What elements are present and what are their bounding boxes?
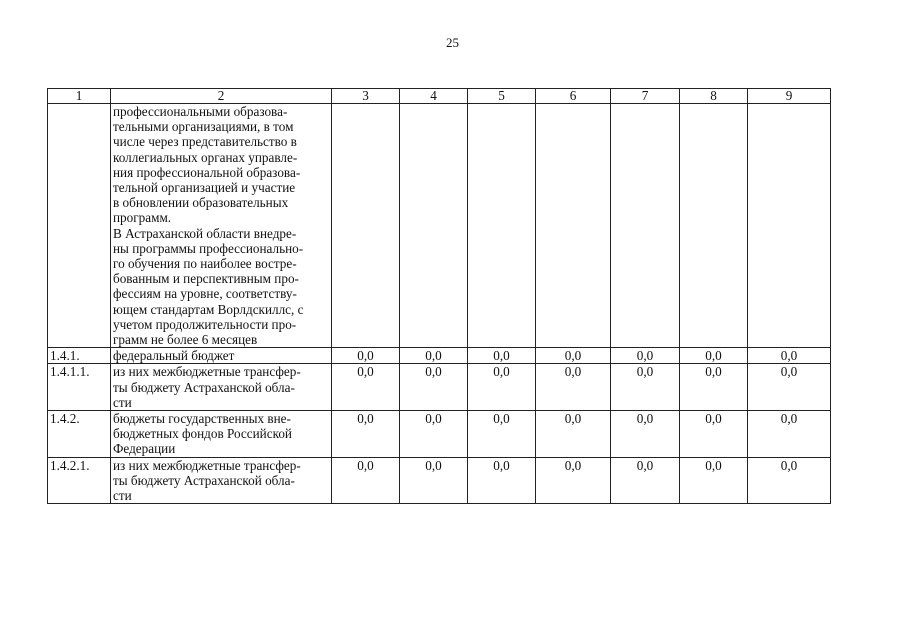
column-number: 5 — [468, 89, 536, 104]
value-cell: 0,0 — [680, 457, 748, 504]
description-line: ны программы профессионально- — [113, 240, 304, 256]
value-cell: 0,0 — [332, 411, 400, 458]
description-line: тельными организациями, в том — [113, 119, 294, 135]
description-line: числе через представительство в — [113, 134, 297, 150]
description-cell — [111, 348, 332, 364]
column-number: 2 — [111, 89, 332, 104]
description-line: ния профессиональной образова- — [113, 164, 301, 180]
description-line: бюджетных фондов Российской — [113, 426, 292, 442]
value-cell — [536, 104, 611, 348]
value-cell: 0,0 — [536, 457, 611, 504]
description-cell — [111, 104, 332, 348]
table-row — [48, 348, 831, 364]
description-line: ты бюджету Астраханской обла- — [113, 472, 295, 488]
budget-table — [47, 88, 831, 504]
description-line: программ. — [113, 210, 172, 226]
description-line: ты бюджету Астраханской обла- — [113, 379, 295, 395]
continuation-row — [48, 104, 831, 348]
value-cell: 0,0 — [332, 348, 400, 364]
value-cell: 0,0 — [680, 348, 748, 364]
column-number: 6 — [536, 89, 611, 104]
value-cell — [748, 104, 831, 348]
value-cell: 0,0 — [748, 364, 831, 411]
description-line: из них межбюджетные трансфер- — [113, 457, 301, 473]
code-cell: 1.4.2. — [48, 411, 111, 458]
description-line: го обучения по наиболее востре- — [113, 256, 297, 272]
description-line: бованным и перспективным про- — [113, 271, 299, 287]
code-cell: 1.4.1.1. — [48, 364, 111, 411]
value-cell: 0,0 — [748, 348, 831, 364]
column-number: 8 — [680, 89, 748, 104]
value-cell: 0,0 — [611, 457, 680, 504]
value-cell: 0,0 — [611, 364, 680, 411]
value-cell: 0,0 — [748, 457, 831, 504]
column-number: 7 — [611, 89, 680, 104]
code-cell — [48, 104, 111, 348]
value-cell: 0,0 — [400, 411, 468, 458]
description-line: сти — [113, 488, 132, 504]
column-number: 1 — [48, 89, 111, 104]
table-row — [48, 364, 831, 411]
value-cell: 0,0 — [611, 411, 680, 458]
value-cell: 0,0 — [400, 457, 468, 504]
value-cell: 0,0 — [332, 364, 400, 411]
column-number-row — [48, 89, 831, 104]
value-cell: 0,0 — [468, 457, 536, 504]
description-line: тельной организацией и участие — [113, 180, 296, 196]
value-cell: 0,0 — [468, 364, 536, 411]
value-cell — [611, 104, 680, 348]
value-cell: 0,0 — [536, 411, 611, 458]
description-line: сти — [113, 394, 132, 410]
description-line: Федерации — [113, 441, 176, 457]
value-cell: 0,0 — [468, 411, 536, 458]
value-cell: 0,0 — [536, 364, 611, 411]
description-cell — [111, 411, 332, 458]
value-cell — [332, 104, 400, 348]
description-line: бюджеты государственных вне- — [113, 411, 291, 427]
value-cell: 0,0 — [680, 364, 748, 411]
value-cell: 0,0 — [332, 457, 400, 504]
code-cell: 1.4.2.1. — [48, 457, 111, 504]
description-line: ющем стандартам Ворлдскиллс, с — [113, 301, 304, 317]
column-number: 9 — [748, 89, 831, 104]
value-cell: 0,0 — [611, 348, 680, 364]
column-number: 4 — [400, 89, 468, 104]
code-cell: 1.4.1. — [48, 348, 111, 364]
value-cell: 0,0 — [680, 411, 748, 458]
value-cell — [680, 104, 748, 348]
value-cell: 0,0 — [748, 411, 831, 458]
description-line: федеральный бюджет — [113, 348, 235, 364]
value-cell: 0,0 — [400, 364, 468, 411]
description-line: фессиям на уровне, соответству- — [113, 286, 297, 302]
description-line: в обновлении образовательных — [113, 195, 289, 211]
description-cell — [111, 364, 332, 411]
table-row — [48, 457, 831, 504]
value-cell — [400, 104, 468, 348]
value-cell: 0,0 — [400, 348, 468, 364]
column-number: 3 — [332, 89, 400, 104]
description-line: В Астраханской области внедре- — [113, 225, 297, 241]
description-line: учетом продолжительности про- — [113, 316, 297, 332]
value-cell: 0,0 — [536, 348, 611, 364]
page-number: 25 — [446, 35, 459, 50]
description-line: грамм не более 6 месяцев — [113, 332, 258, 348]
table-row — [48, 411, 831, 458]
description-line: коллегиальных органах управле- — [113, 149, 298, 165]
value-cell: 0,0 — [468, 348, 536, 364]
value-cell — [468, 104, 536, 348]
description-line: из них межбюджетные трансфер- — [113, 364, 301, 380]
description-line: профессиональными образова- — [113, 104, 288, 119]
description-cell — [111, 457, 332, 504]
